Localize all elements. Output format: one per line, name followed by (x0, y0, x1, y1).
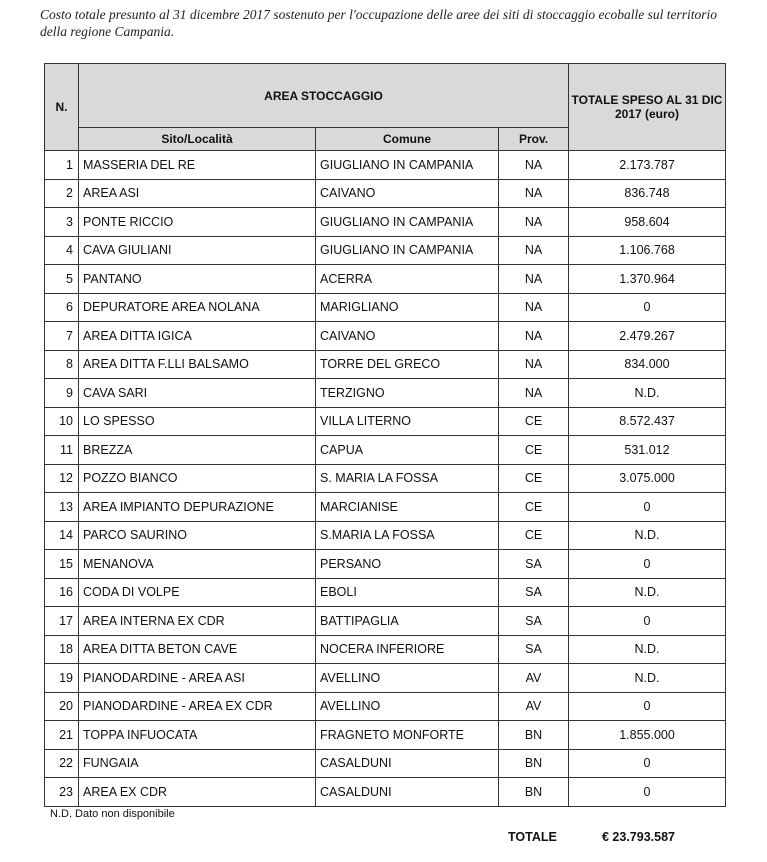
row-totale: 958.604 (569, 208, 726, 237)
table-row (45, 208, 726, 237)
row-sito: PIANODARDINE - AREA EX CDR (79, 692, 316, 721)
row-prov: AV (499, 664, 569, 693)
table-row (45, 635, 726, 664)
row-sito: PARCO SAURINO (79, 521, 316, 550)
row-sito: PANTANO (79, 265, 316, 294)
row-totale: 0 (569, 493, 726, 522)
row-prov: NA (499, 179, 569, 208)
row-sito: AREA DITTA BETON CAVE (79, 635, 316, 664)
row-prov: BN (499, 721, 569, 750)
row-prov: SA (499, 607, 569, 636)
row-sito: AREA EX CDR (79, 778, 316, 807)
row-totale: 0 (569, 293, 726, 322)
storage-costs-table (44, 63, 726, 807)
row-comune: NOCERA INFERIORE (316, 635, 499, 664)
table-row (45, 778, 726, 807)
row-number: 18 (45, 635, 79, 664)
row-comune: S. MARIA LA FOSSA (316, 464, 499, 493)
table-row (45, 436, 726, 465)
row-sito: LO SPESSO (79, 407, 316, 436)
row-totale: 1.370.964 (569, 265, 726, 294)
row-number: 5 (45, 265, 79, 294)
table-row (45, 407, 726, 436)
table-body (45, 151, 726, 807)
row-totale: 836.748 (569, 179, 726, 208)
table-row (45, 607, 726, 636)
row-totale: N.D. (569, 521, 726, 550)
row-prov: NA (499, 236, 569, 265)
row-totale: N.D. (569, 664, 726, 693)
row-number: 19 (45, 664, 79, 693)
row-totale: 0 (569, 749, 726, 778)
row-sito: AREA IMPIANTO DEPURAZIONE (79, 493, 316, 522)
table-row (45, 578, 726, 607)
row-prov: NA (499, 350, 569, 379)
table-row (45, 749, 726, 778)
row-comune: GIUGLIANO IN CAMPANIA (316, 236, 499, 265)
row-totale: 1.106.768 (569, 236, 726, 265)
row-totale: N.D. (569, 578, 726, 607)
table-row (45, 521, 726, 550)
row-number: 4 (45, 236, 79, 265)
row-comune: GIUGLIANO IN CAMPANIA (316, 151, 499, 180)
header-area-stoccaggio: AREA STOCCAGGIO (79, 64, 569, 128)
row-sito: BREZZA (79, 436, 316, 465)
table-row (45, 379, 726, 408)
row-comune: PERSANO (316, 550, 499, 579)
row-comune: CASALDUNI (316, 749, 499, 778)
header-totale-speso: TOTALE SPESO AL 31 DIC 2017 (euro) (569, 64, 726, 151)
row-totale: N.D. (569, 379, 726, 408)
row-number: 9 (45, 379, 79, 408)
row-number: 1 (45, 151, 79, 180)
row-sito: AREA INTERNA EX CDR (79, 607, 316, 636)
row-totale: 1.855.000 (569, 721, 726, 750)
row-sito: CODA DI VOLPE (79, 578, 316, 607)
row-number: 20 (45, 692, 79, 721)
row-comune: VILLA LITERNO (316, 407, 499, 436)
row-totale: 531.012 (569, 436, 726, 465)
table-row (45, 350, 726, 379)
row-comune: MARCIANISE (316, 493, 499, 522)
table-row (45, 236, 726, 265)
row-sito: FUNGAIA (79, 749, 316, 778)
row-number: 23 (45, 778, 79, 807)
table-row (45, 664, 726, 693)
footnote: N.D. Dato non disponibile (50, 808, 175, 820)
row-comune: TERZIGNO (316, 379, 499, 408)
row-sito: PIANODARDINE - AREA ASI (79, 664, 316, 693)
row-comune: BATTIPAGLIA (316, 607, 499, 636)
total-value: € 23.793.587 (602, 830, 675, 844)
header-prov: Prov. (499, 128, 569, 151)
total-label: TOTALE (508, 830, 557, 844)
row-comune: AVELLINO (316, 692, 499, 721)
row-comune: CAPUA (316, 436, 499, 465)
row-totale: 8.572.437 (569, 407, 726, 436)
table-row (45, 721, 726, 750)
row-number: 15 (45, 550, 79, 579)
row-number: 17 (45, 607, 79, 636)
row-prov: BN (499, 778, 569, 807)
row-sito: PONTE RICCIO (79, 208, 316, 237)
row-comune: GIUGLIANO IN CAMPANIA (316, 208, 499, 237)
row-sito: CAVA SARI (79, 379, 316, 408)
row-number: 11 (45, 436, 79, 465)
row-totale: 834.000 (569, 350, 726, 379)
row-sito: DEPURATORE AREA NOLANA (79, 293, 316, 322)
row-prov: SA (499, 578, 569, 607)
row-sito: POZZO BIANCO (79, 464, 316, 493)
row-number: 13 (45, 493, 79, 522)
row-comune: FRAGNETO MONFORTE (316, 721, 499, 750)
row-comune: CAIVANO (316, 322, 499, 351)
row-comune: ACERRA (316, 265, 499, 294)
row-prov: CE (499, 436, 569, 465)
row-number: 16 (45, 578, 79, 607)
row-totale: 0 (569, 692, 726, 721)
table-caption: Costo totale presunto al 31 dicembre 2017 sostenuto per l'occupazione delle aree dei siti di stoccaggio ecoballe sul territorio della regione Campania. (40, 7, 718, 39)
row-prov: NA (499, 293, 569, 322)
row-totale: 3.075.000 (569, 464, 726, 493)
row-sito: AREA ASI (79, 179, 316, 208)
row-number: 21 (45, 721, 79, 750)
row-comune: TORRE DEL GRECO (316, 350, 499, 379)
row-totale: 0 (569, 550, 726, 579)
table-row (45, 151, 726, 180)
row-number: 10 (45, 407, 79, 436)
header-sito: Sito/Località (79, 128, 316, 151)
header-comune: Comune (316, 128, 499, 151)
row-comune: CASALDUNI (316, 778, 499, 807)
row-prov: NA (499, 379, 569, 408)
table-row (45, 550, 726, 579)
row-number: 8 (45, 350, 79, 379)
row-totale: 2.479.267 (569, 322, 726, 351)
row-sito: AREA DITTA F.LLI BALSAMO (79, 350, 316, 379)
row-totale: 2.173.787 (569, 151, 726, 180)
row-prov: AV (499, 692, 569, 721)
row-number: 3 (45, 208, 79, 237)
row-prov: NA (499, 265, 569, 294)
table-row (45, 179, 726, 208)
row-number: 14 (45, 521, 79, 550)
row-comune: MARIGLIANO (316, 293, 499, 322)
row-prov: NA (499, 151, 569, 180)
row-prov: SA (499, 635, 569, 664)
row-prov: BN (499, 749, 569, 778)
header-number: N. (45, 64, 79, 151)
table-row (45, 493, 726, 522)
table-row (45, 293, 726, 322)
row-prov: CE (499, 521, 569, 550)
table-row (45, 692, 726, 721)
row-prov: CE (499, 407, 569, 436)
row-sito: MASSERIA DEL RE (79, 151, 316, 180)
row-totale: N.D. (569, 635, 726, 664)
table-row (45, 464, 726, 493)
row-number: 12 (45, 464, 79, 493)
table-row (45, 322, 726, 351)
row-number: 22 (45, 749, 79, 778)
row-comune: EBOLI (316, 578, 499, 607)
row-sito: MENANOVA (79, 550, 316, 579)
row-prov: CE (499, 464, 569, 493)
row-prov: CE (499, 493, 569, 522)
row-comune: AVELLINO (316, 664, 499, 693)
row-prov: NA (499, 208, 569, 237)
row-number: 6 (45, 293, 79, 322)
row-number: 7 (45, 322, 79, 351)
row-prov: NA (499, 322, 569, 351)
row-sito: CAVA GIULIANI (79, 236, 316, 265)
row-sito: TOPPA INFUOCATA (79, 721, 316, 750)
row-prov: SA (499, 550, 569, 579)
table-row (45, 265, 726, 294)
row-comune: S.MARIA LA FOSSA (316, 521, 499, 550)
row-sito: AREA DITTA IGICA (79, 322, 316, 351)
row-totale: 0 (569, 778, 726, 807)
row-comune: CAIVANO (316, 179, 499, 208)
row-totale: 0 (569, 607, 726, 636)
row-number: 2 (45, 179, 79, 208)
